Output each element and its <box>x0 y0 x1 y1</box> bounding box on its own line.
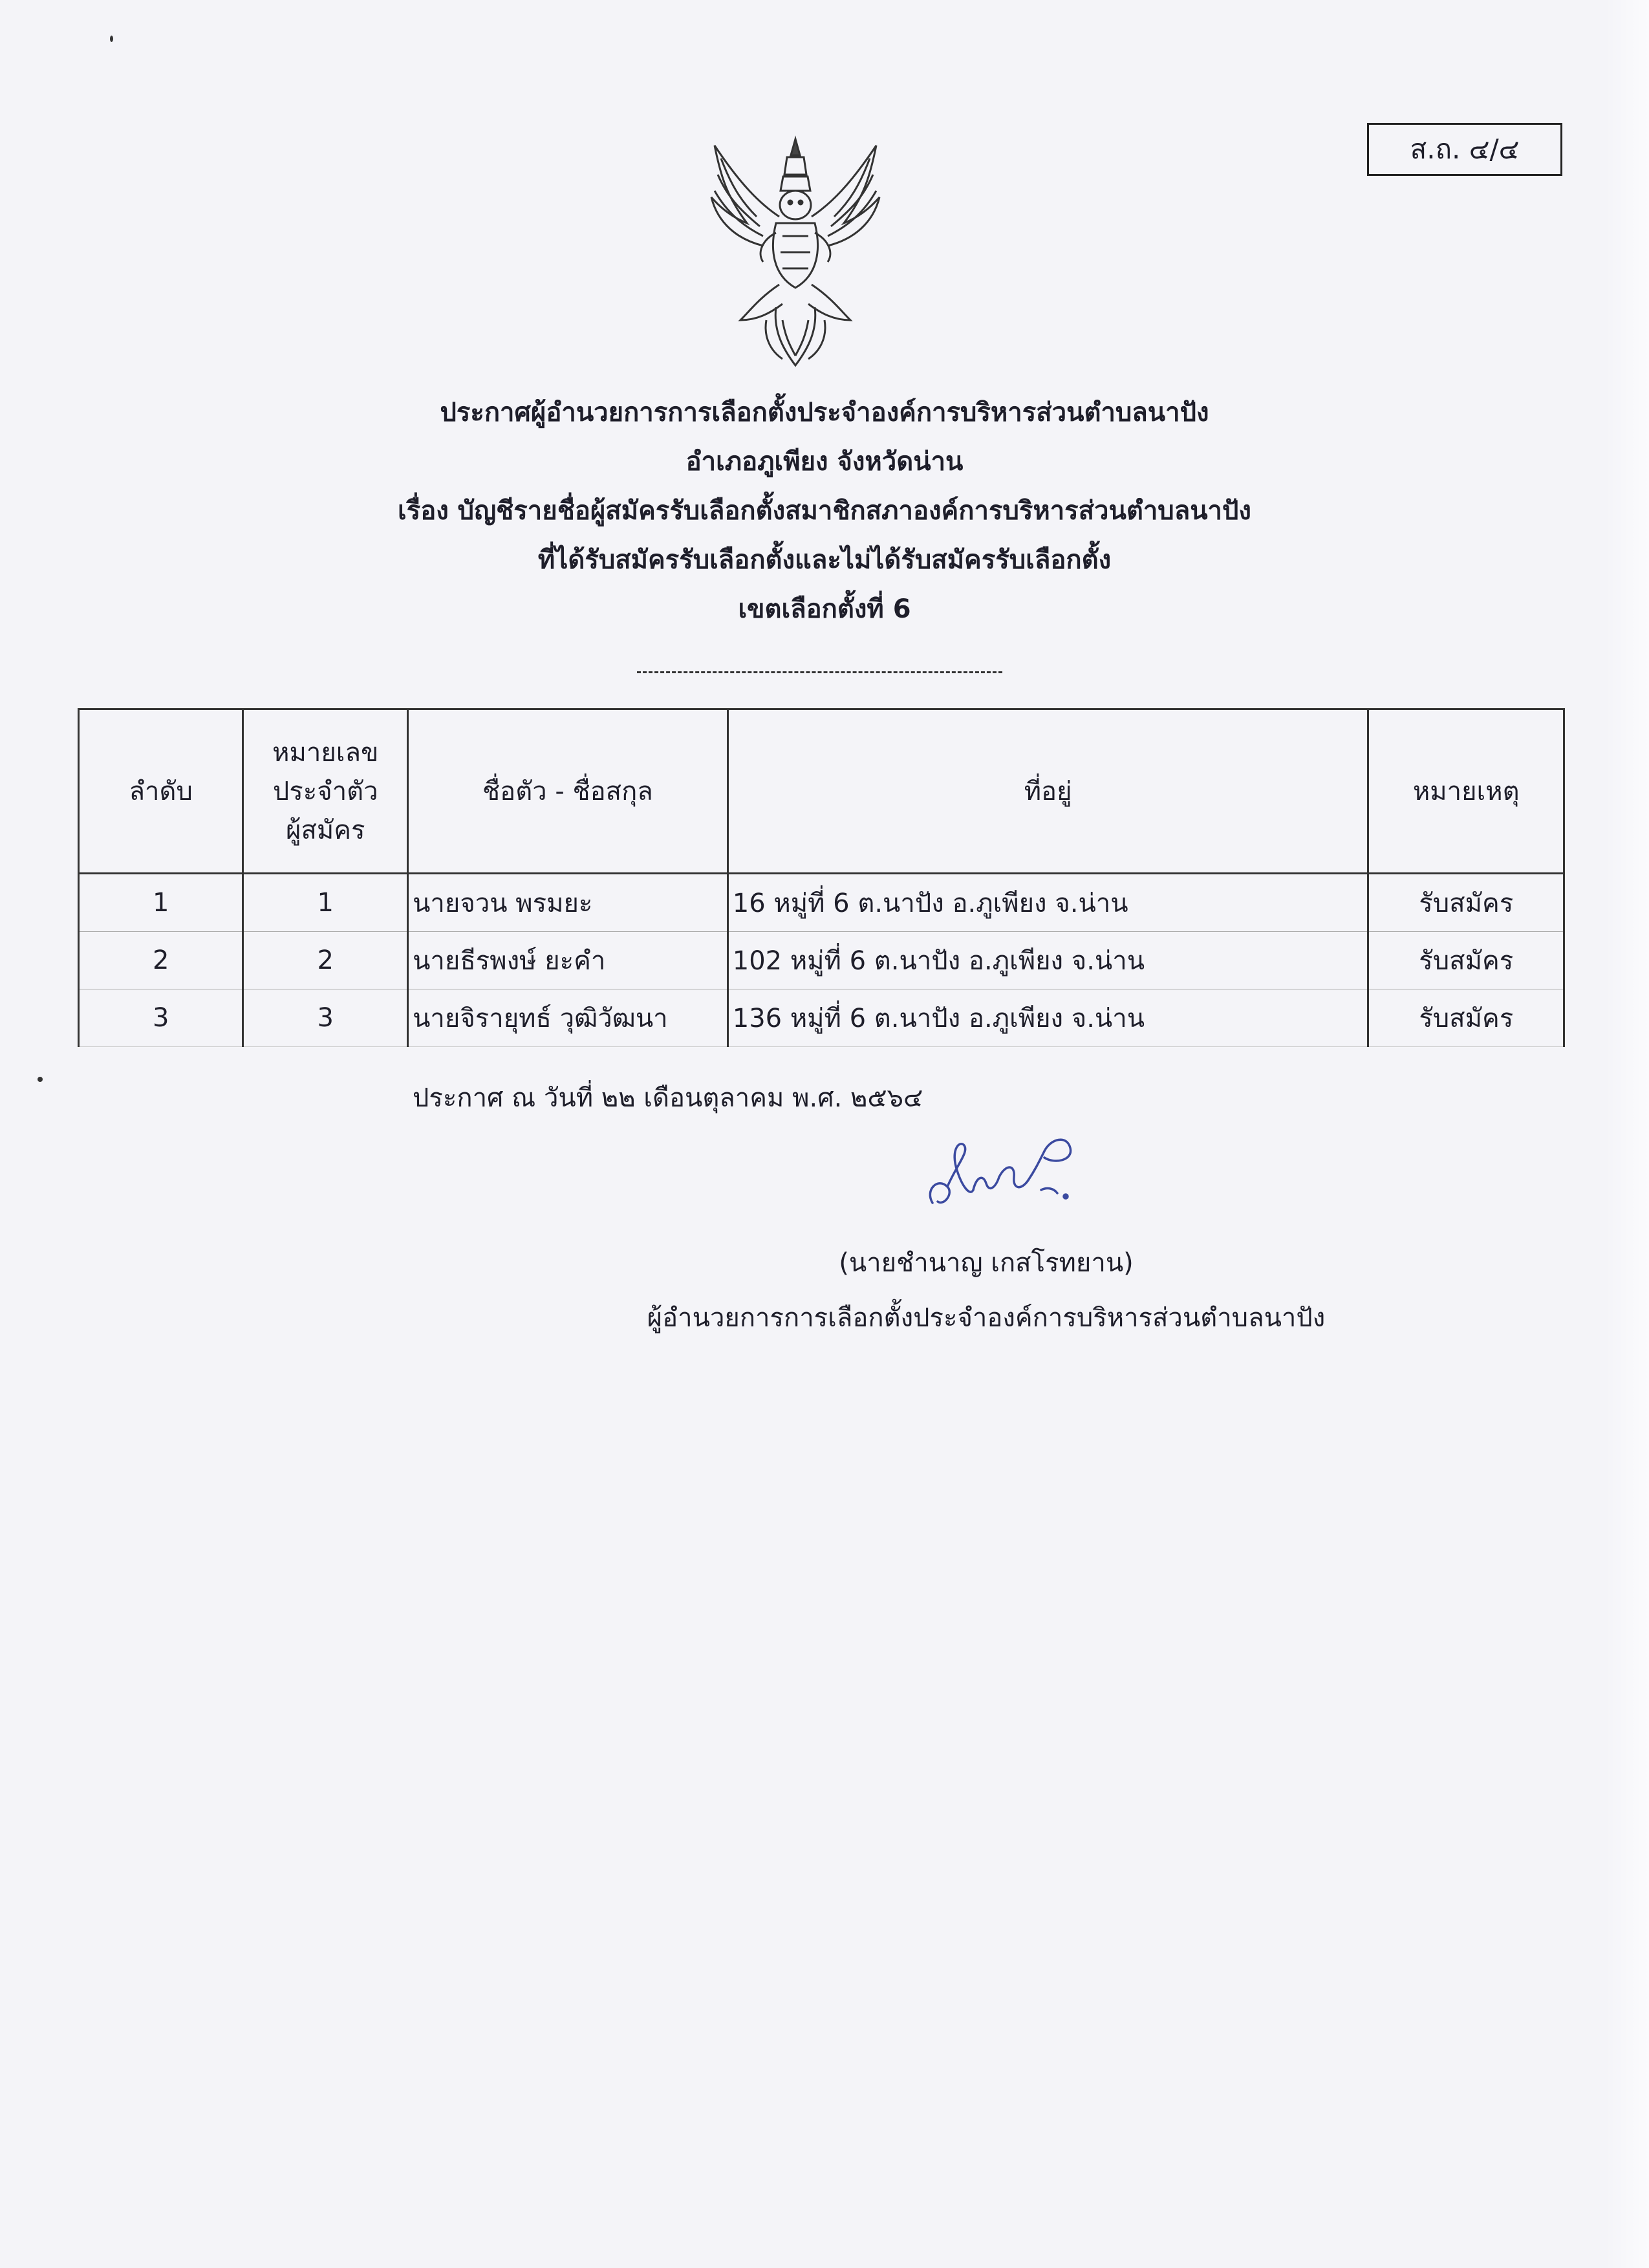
cell-address: 16 หมู่ที่ 6 ต.นาปัง อ.ภูเพียง จ.น่าน <box>727 874 1368 932</box>
header-line-1: ประกาศผู้อำนวยการการเลือกตั้งประจำองค์การบริหารส่วนตำบลนาปัง <box>440 398 1209 427</box>
table-row <box>79 989 1564 1047</box>
cell-remark: รับสมัคร <box>1368 932 1564 989</box>
dashed-divider <box>637 671 1002 673</box>
cell-address: 102 หมู่ที่ 6 ต.นาปัง อ.ภูเพียง จ.น่าน <box>727 932 1368 989</box>
form-code-box: ส.ถ. ๔/๔ <box>1367 123 1562 176</box>
table-row <box>79 932 1564 989</box>
header-remark: หมายเหตุ <box>1368 709 1564 874</box>
header-line-5: เขตเลือกตั้งที่ 6 <box>738 594 911 624</box>
header-seq: ลำดับ <box>79 709 243 874</box>
cell-remark: รับสมัคร <box>1368 874 1564 932</box>
cell-number: 3 <box>243 989 408 1047</box>
candidates-table <box>78 708 1565 1047</box>
cell-seq: 2 <box>79 932 243 989</box>
cell-seq: 3 <box>79 989 243 1047</box>
header-line-3: เรื่อง บัญชีรายชื่อผู้สมัครรับเลือกตั้งสมาชิกสภาองค์การบริหารส่วนตำบลนาปัง <box>398 496 1251 526</box>
signer-title: ผู้อำนวยการการเลือกตั้งประจำองค์การบริหารส่วนตำบลนาปัง <box>647 1303 1326 1333</box>
header-number-line-2: ประจำตัว <box>272 776 378 806</box>
header-candidate-number <box>243 709 408 874</box>
cell-name: นายธีรพงษ์ ยะคำ <box>408 932 728 989</box>
scan-speck <box>110 36 113 42</box>
header-name: ชื่อตัว - ชื่อสกุล <box>408 709 728 874</box>
cell-name: นายจิรายุทธ์ วุฒิวัฒนา <box>408 989 728 1047</box>
cell-remark: รับสมัคร <box>1368 989 1564 1047</box>
header-number-line-3: ผู้สมัคร <box>286 815 365 845</box>
cell-name: นายจวน พรมยะ <box>408 874 728 932</box>
table-header-row <box>79 709 1564 874</box>
scan-speck <box>38 1077 43 1082</box>
handwritten-signature-icon <box>918 1125 1086 1222</box>
announcement-date: ประกาศ ณ วันที่ ๒๒ เดือนตุลาคม พ.ศ. ๒๕๖๔ <box>413 1083 923 1113</box>
scan-edge <box>1604 0 1649 2268</box>
header-number-line-1: หมายเลข <box>272 737 379 768</box>
header-line-4: ที่ได้รับสมัครรับเลือกตั้งและไม่ได้รับสมัครรับเลือกตั้ง <box>537 545 1112 575</box>
header-line-2: อำเภอภูเพียง จังหวัดน่าน <box>685 447 964 477</box>
table-row <box>79 874 1564 932</box>
garuda-emblem-icon <box>702 126 889 372</box>
cell-seq: 1 <box>79 874 243 932</box>
signer-name: (นายชำนาญ เกสโรทยาน) <box>839 1248 1134 1278</box>
header-address: ที่อยู่ <box>727 709 1368 874</box>
cell-number: 2 <box>243 932 408 989</box>
cell-number: 1 <box>243 874 408 932</box>
cell-address: 136 หมู่ที่ 6 ต.นาปัง อ.ภูเพียง จ.น่าน <box>727 989 1368 1047</box>
announcement-header <box>194 388 1455 634</box>
